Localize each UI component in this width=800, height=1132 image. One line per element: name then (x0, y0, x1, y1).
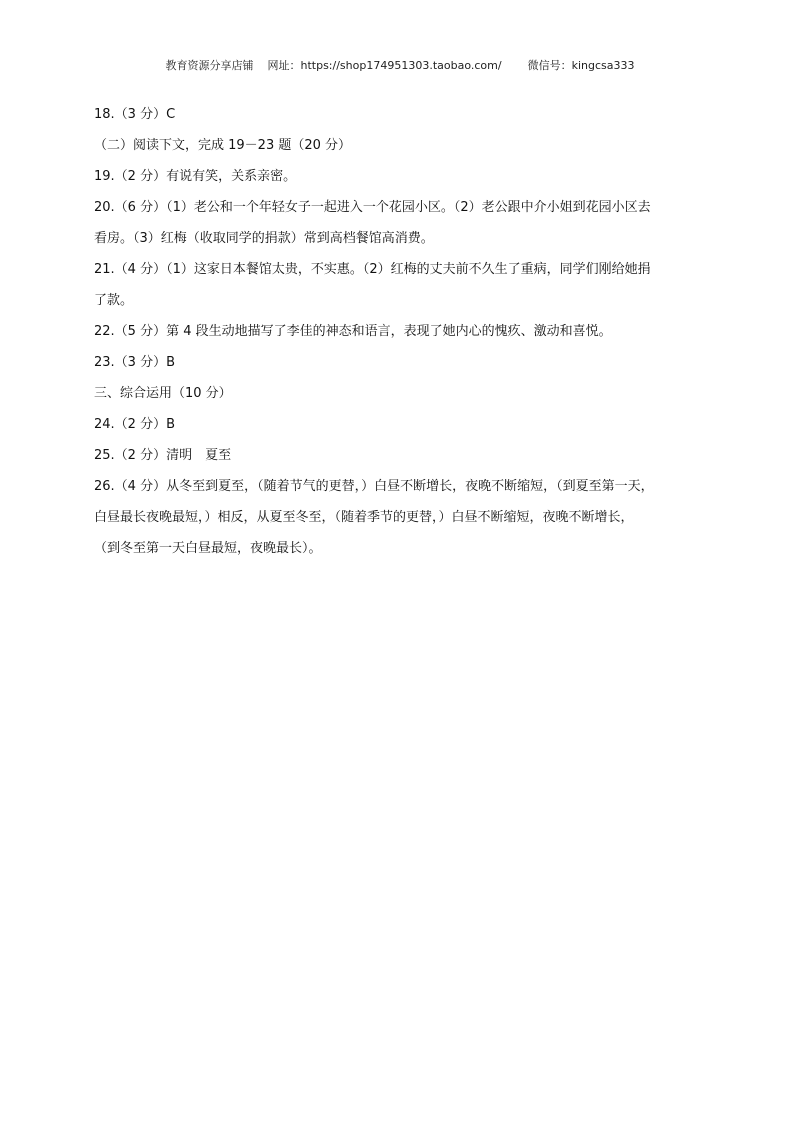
answer-21-line-1: 21.（4 分）（1）这家日本餐馆太贵，不实惠。（2）红梅的丈夫前不久生了重病，同学们刚给她捐 (94, 262, 651, 277)
answer-21-line-2: 了款。 (94, 293, 134, 308)
answer-26-line-1: 26.（4 分）从冬至到夏至，（随着节气的更替，）白昼不断增长，夜晚不断缩短，（到夏至第一天， (94, 479, 654, 494)
answer-26-line-3: （到冬至第一天白昼最短，夜晚最长）。 (94, 541, 322, 556)
answer-23: 23.（3 分）B (94, 355, 175, 370)
header-shop-name: 教育资源分享店铺 (165, 59, 254, 72)
answer-content (94, 99, 734, 564)
answer-25: 25.（2 分）清明 夏至 (94, 448, 232, 463)
answer-24: 24.（2 分）B (94, 417, 175, 432)
answer-20-line-1: 20.（6 分）（1）老公和一个年轻女子一起进入一个花园小区。（2）老公跟中介小姐到花园小区去 (94, 200, 651, 215)
answer-20-line-2: 看房。（3）红梅（收取同学的捐款）常到高档餐馆高消费。 (94, 231, 434, 246)
answer-26-line-2: 白昼最长夜晚最短，）相反，从夏至冬至，（随着季节的更替，）白昼不断缩短，夜晚不断增长， (94, 510, 634, 525)
section-two-heading: （二）阅读下文，完成 19－23 题（20 分） (94, 138, 352, 153)
answer-18: 18.（3 分）C (94, 107, 176, 122)
answer-19: 19.（2 分）有说有笑，关系亲密。 (94, 169, 297, 184)
header-wechat: 微信号：kingcsa333 (527, 59, 635, 72)
answer-22: 22.（5 分）第 4 段生动地描写了李佳的神态和语言，表现了她内心的愧疚、激动和喜悦。 (94, 324, 612, 339)
page-header (0, 57, 800, 73)
header-url: 网址：https://shop174951303.taobao.com/ (267, 59, 502, 72)
section-three-heading: 三、综合运用（10 分） (94, 386, 232, 401)
